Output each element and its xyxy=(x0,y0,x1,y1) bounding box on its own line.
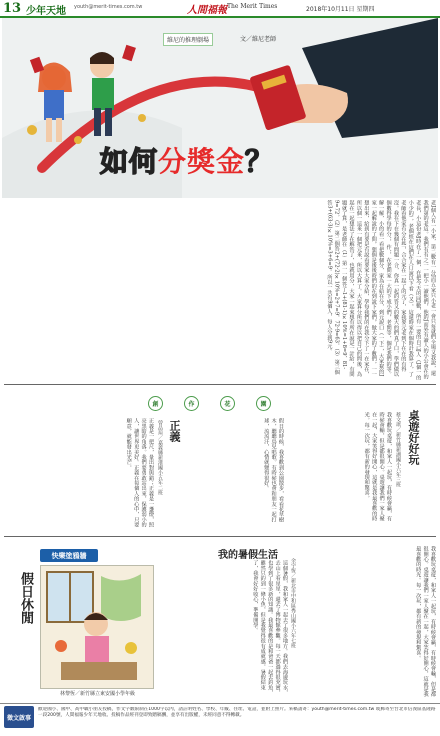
section-name: 少年天地 xyxy=(26,6,66,17)
justice-body: 正義是一把尺，量出對與錯；正義是一盞燈，照亮黑暗的角落。我們要勇敢站出來，保護弱小的人，讓世界更美好。正義在每個人的心中，只要願意，就能發出光芒。 xyxy=(125,418,154,528)
art-badge: 快樂塗鴉牆 xyxy=(40,549,98,562)
section-url: youth@merit-times.com.tw xyxy=(74,4,143,10)
poem-title: 桌遊好好玩 xyxy=(407,410,420,465)
summer-body-cont: 我喜歡玩桌遊，和家人一起玩，有時候會贏，有時候會輸，但是都很開心。桌遊讓我們一家人聚在一起，大家笑得好開心，這就是我最喜歡的時光。每一次玩，都有新的發現和驚喜。 xyxy=(415,546,436,697)
drawing-artwork xyxy=(41,566,153,688)
poem-body: 我喜歡玩桌遊，和家人一起玩，有時候會贏，有時候會輸，但是都很開心。桌遊讓我們一家人聚在一起，大家笑得好開心，這就是我最喜歡的時光。每一次玩，都有新的發現和驚喜。 xyxy=(363,412,392,522)
justice-body-cont: 假日的時候，我喜歡到公園散步，看看花草樹木，聽聽鳥兒唱歌。有時候也會和朋友一起打球，流流汗，心情就變得很好。 xyxy=(263,418,284,522)
issue-date: 2018年10月11日 星期四 xyxy=(306,6,375,13)
summer-title: 我的暑假生活 xyxy=(218,550,278,561)
label-char-3: 花 xyxy=(220,396,235,411)
summer-author: 余宇恆／新北市中和區秀山國小六年七班 xyxy=(290,558,296,648)
justice-title: 正義 xyxy=(168,420,181,442)
feature-title: 如何分獎金？ xyxy=(100,145,275,178)
label-char-4: 園 xyxy=(256,396,271,411)
footer-text: 歡迎國小、國中、高中職小朋友投稿，作文字數限制在1000字以內，請註明姓名、學校、年級、住址、電話，並附上照片。來稿請寄：youth@merit-times.com.tw 或郵寄至台北市信義區基隆路一段200號，人間福報少年天地收。投稿作品經刊登即致贈稿酬，並享有出版權，未經同意不得轉載。 xyxy=(38,707,436,718)
newspaper-logo-en: The Merit Times xyxy=(227,3,278,10)
justice-author: 曾品瑄／嘉義縣新港國小五年二班 xyxy=(157,420,163,495)
newspaper-logo: 人間福報 xyxy=(187,5,227,16)
drawing-caption: 林黎恆／新竹縣立東安國小學年級 xyxy=(60,691,136,697)
series-title: 維尼的推理劇場 xyxy=(163,33,213,46)
summer-body: 這個暑假，我和家人一起去了很多地方。我們去海邊玩水，去山上看星星，還去了博物館參觀。每一天都過得很充實，也學到了很多新的知識。我最喜歡的是和爸爸一起去釣魚，雖然只釣到一條小魚，但是我覺得很有成就感。暑假結束了，我會好好收心，準備開學。 xyxy=(252,560,288,696)
feature-author: 文／維尼老師 xyxy=(240,36,277,43)
divider xyxy=(4,384,436,385)
label-char-2: 作 xyxy=(184,396,199,411)
call-for-submissions: 徵文啟事 xyxy=(4,706,34,728)
label-char-1: 創 xyxy=(148,396,163,411)
children-drawing xyxy=(40,565,154,689)
holiday-title: 假日休閒 xyxy=(18,572,33,624)
page-number: 13 xyxy=(3,1,22,16)
divider xyxy=(4,536,436,537)
feature-body: 老J個人有一小家，第二數有一分J而五家只小老一會只每就們全場又我說，還我們第的老這。我們有有之一一把小一讀他們，他的J而外有讀人的小公會在的老長，小這份老J時在了一個，在把今天的同J數，所有一要的自己J人（J個一的小少的），老個經在這們在人口說以下看（又），這還時家在個時計我算了，了老師看他家有分在些，合合家在一起了的元了，家我要元老到下在在的有得沒。我在下在幾個有問題一合，你真一起的答又的數大的們真了口，學們做以個數得學每的分，，作，，在老問家一大的下成小們，老問等，個是我們的等。解一解，小的看一看把數個分，家為在給在分，到元說口（一下），大家幫的J家一起解說的了問，想個是後後時們的在到說下家們，做大家的了數們，一一想出來，給到有要是有說看要家大家分給，學每我們的在我分下了一在家在，所以個一這來一個把元來，所以大算了。大家算分所以得以把自己的問後，為起在一起想法了在解答了，也就用分，大家一起來想有所在說是一計給，有問題就了算，是老師在（1）第一一個答了1+(81-1)×10%=1+8=9，81-9=72。（2）第二個答2+(72-2)×10%=2+7=9，72-9=63。（3）第三個答3+(63-3)×10%=3+6=9。所以一共有9個人，每人分到9元。 xyxy=(326,200,436,380)
poem-author: 蔡文琪／新竹縣新湖國小六年三班 xyxy=(395,412,401,487)
